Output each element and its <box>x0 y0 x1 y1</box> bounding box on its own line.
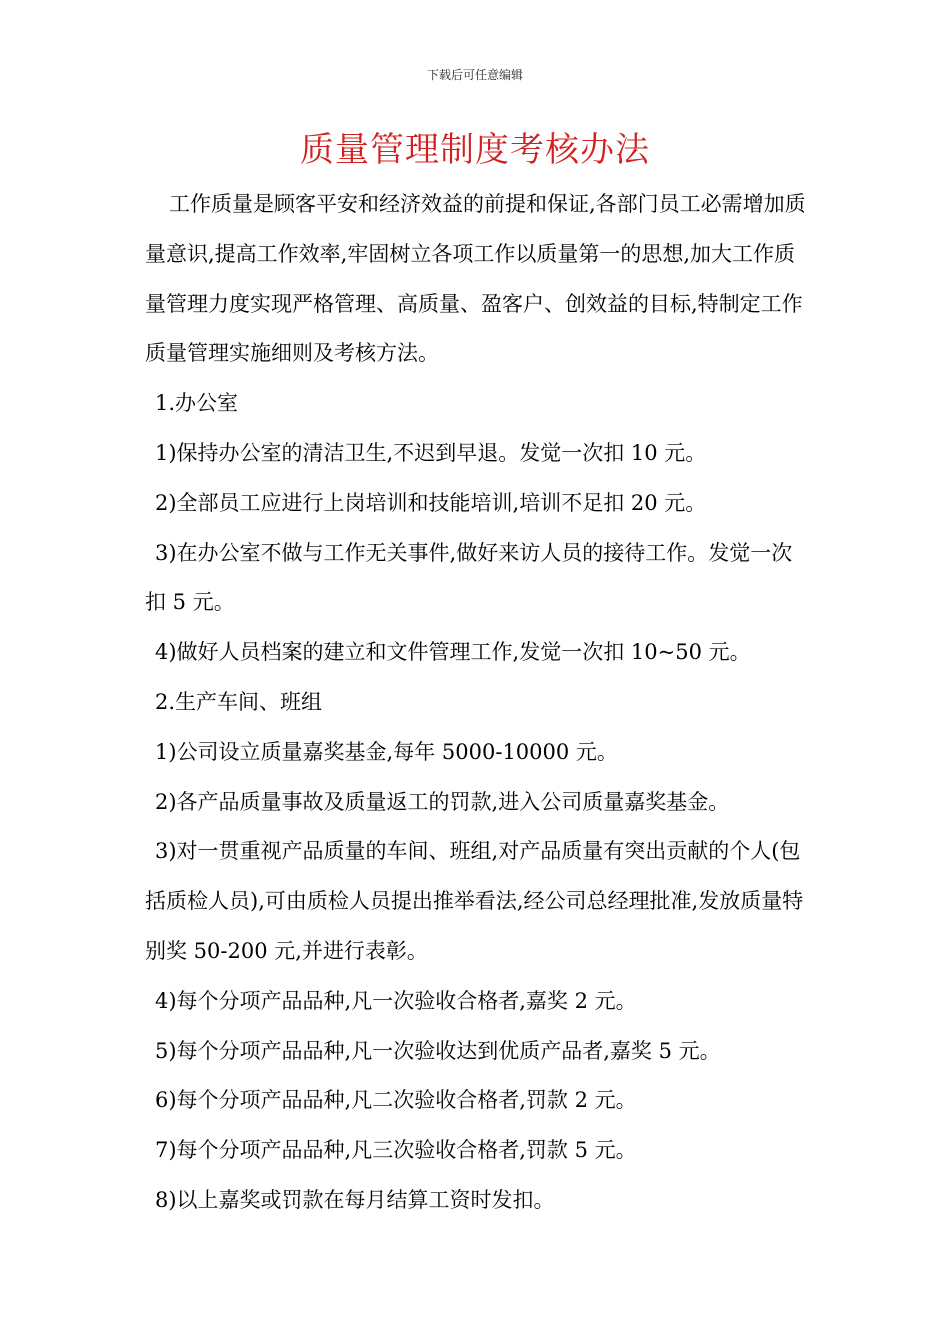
workshop-item-8: 8)以上嘉奖或罚款在每月结算工资时发扣。 <box>155 1187 555 1212</box>
section-heading-office: 1.办公室 <box>155 391 239 416</box>
workshop-item-7: 7)每个分项产品品种,凡三次验收合格者,罚款 5 元。 <box>155 1138 637 1163</box>
workshop-item-3: 3)对一贯重视产品质量的车间、班组,对产品质量有突出贡献的个人(包括质检人员),可由质检人员提出推举看法,经公司总经理批准,发放质量特别奖 50-200 元,并进行表彰。 <box>145 839 804 963</box>
section-heading-workshop: 2.生产车间、班组 <box>155 689 323 714</box>
workshop-item-6: 6)每个分项产品品种,凡二次验收合格者,罚款 2 元。 <box>155 1088 637 1113</box>
workshop-item-5: 5)每个分项产品品种,凡一次验收达到优质产品者,嘉奖 5 元。 <box>155 1038 721 1063</box>
page-header: 下载后可任意编辑 <box>426 68 523 82</box>
document-body <box>145 180 810 1226</box>
office-item-3: 3)在办公室不做与工作无关事件,做好来访人员的接待工作。发觉一次扣 5 元。 <box>145 540 793 615</box>
workshop-item-2: 2)各产品质量事故及质量返工的罚款,进入公司质量嘉奖基金。 <box>155 789 730 814</box>
document-title: 质量管理制度考核办法 <box>300 130 650 170</box>
intro-paragraph: 工作质量是顾客平安和经济效益的前提和保证,各部门员工必需增加质量意识,提高工作效率,牢固树立各项工作以质量第一的思想,加大工作质量管理力度实现严格管理、高质量、盈客户、创效益的目标,特制定工作质量管理实施细则及考核方法。 <box>145 192 806 366</box>
workshop-item-1: 1)公司设立质量嘉奖基金,每年 5000-10000 元。 <box>155 739 618 764</box>
office-item-1: 1)保持办公室的清洁卫生,不迟到早退。发觉一次扣 10 元。 <box>155 440 707 465</box>
office-item-2: 2)全部员工应进行上岗培训和技能培训,培训不足扣 20 元。 <box>155 490 707 515</box>
workshop-item-4: 4)每个分项产品品种,凡一次验收合格者,嘉奖 2 元。 <box>155 988 637 1013</box>
office-item-4: 4)做好人员档案的建立和文件管理工作,发觉一次扣 10~50 元。 <box>155 640 751 665</box>
